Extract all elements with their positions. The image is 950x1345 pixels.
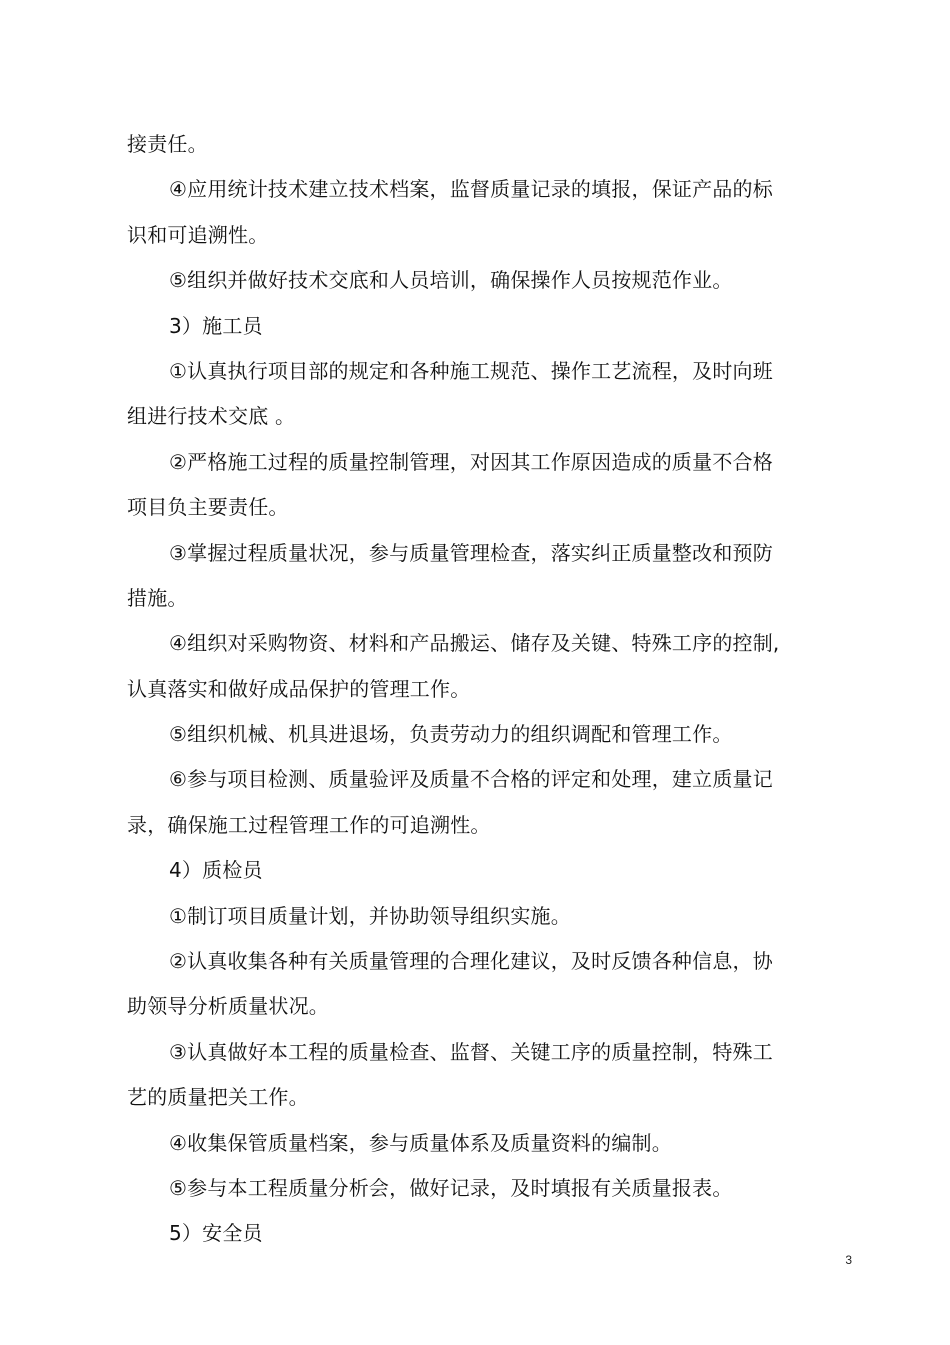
text-line: 录，确保施工过程管理工作的可追溯性。 [127, 812, 491, 837]
text-line: 识和可追溯性。 [127, 222, 269, 247]
text-line: 认真落实和做好成品保护的管理工作。 [127, 676, 471, 701]
text-line: 3）施工员 [169, 313, 263, 338]
text-line: ⑥参与项目检测、质量验评及质量不合格的评定和处理，建立质量记 [169, 767, 773, 792]
text-line: 5）安全员 [169, 1221, 263, 1246]
text-line: 接责任。 [127, 132, 208, 156]
text-line: 组进行技术交底 。 [127, 404, 296, 429]
text-line: 助领导分析质量状况。 [127, 994, 329, 1019]
text-line: ②严格施工过程的质量控制管理，对因其工作原因造成的质量不合格 [169, 449, 773, 474]
text-line: ③掌握过程质量状况，参与质量管理检查，落实纠正质量整改和预防 [169, 540, 773, 565]
document-body [127, 122, 807, 1257]
page-number: 3 [845, 1253, 852, 1267]
text-line: ②认真收集各种有关质量管理的合理化建议，及时反馈各种信息，协 [169, 949, 773, 974]
text-line: ①制订项目质量计划，并协助领导组织实施。 [169, 903, 571, 928]
text-line: ⑤参与本工程质量分析会，做好记录，及时填报有关质量报表。 [169, 1175, 733, 1200]
text-line: ①认真执行项目部的规定和各种施工规范、操作工艺流程，及时向班 [169, 358, 773, 383]
text-line: ⑤组织机械、机具进退场，负责劳动力的组织调配和管理工作。 [169, 722, 733, 747]
text-line: ④应用统计技术建立技术档案，监督质量记录的填报，保证产品的标 [169, 177, 773, 202]
text-line: 措施。 [127, 585, 188, 610]
text-line: ⑤组织并做好技术交底和人员培训，确保操作人员按规范作业。 [169, 268, 733, 293]
text-line: ④组织对采购物资、材料和产品搬运、储存及关键、特殊工序的控制, [169, 631, 780, 656]
text-line: 项目负主要责任。 [127, 495, 289, 520]
text-line: 艺的质量把关工作。 [127, 1085, 309, 1110]
text-line: ③认真做好本工程的质量检查、监督、关键工序的质量控制，特殊工 [169, 1039, 773, 1064]
text-line: ④收集保管质量档案，参与质量体系及质量资料的编制。 [169, 1130, 672, 1155]
text-line: 4）质检员 [169, 858, 263, 883]
